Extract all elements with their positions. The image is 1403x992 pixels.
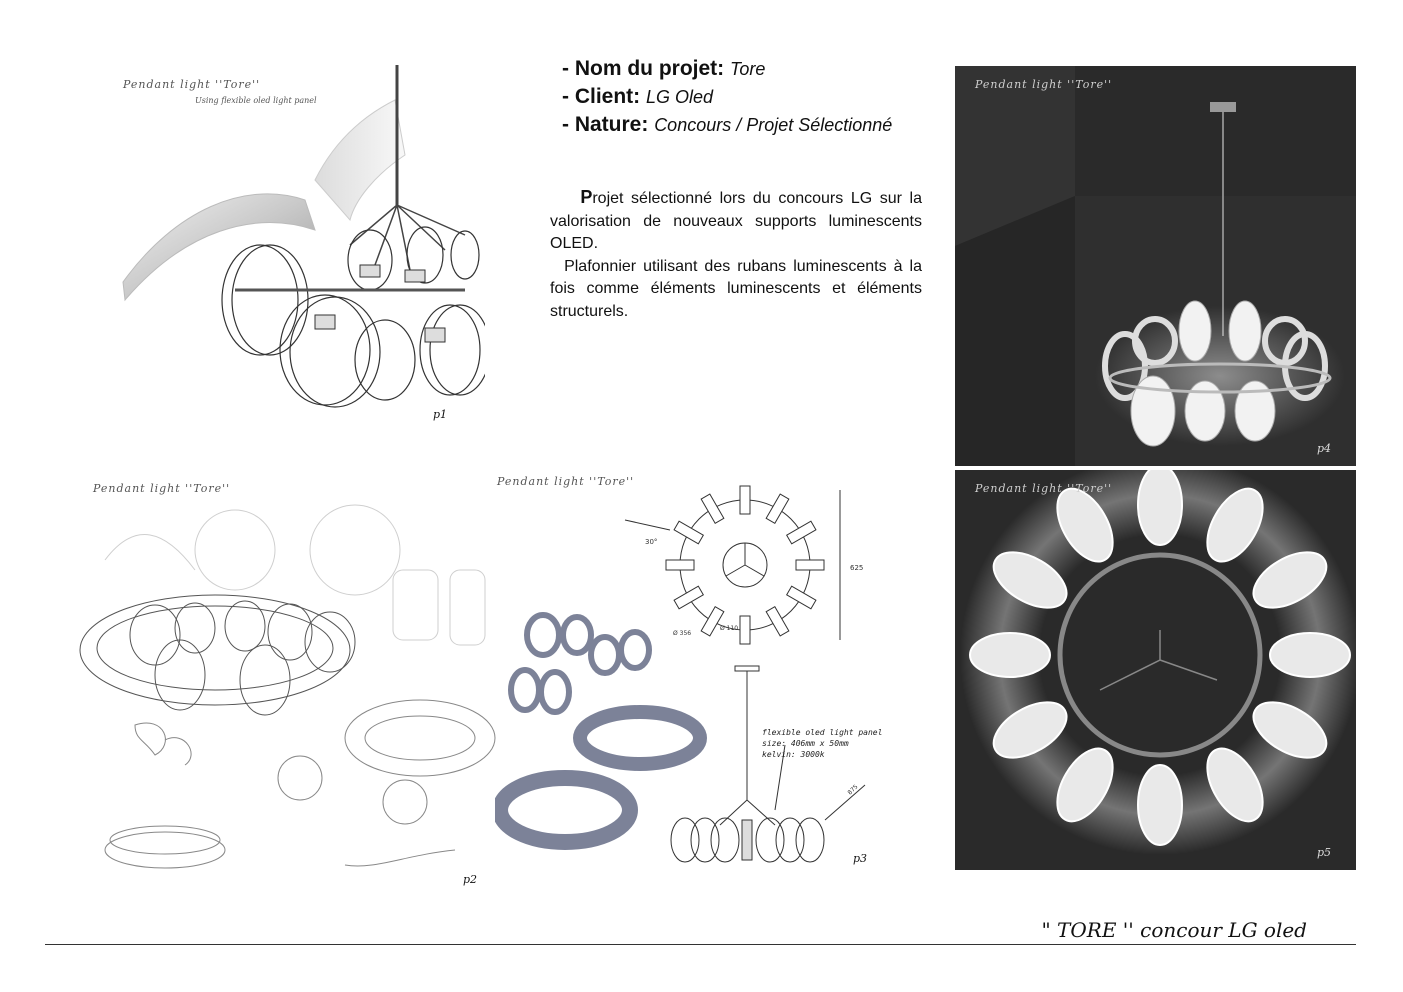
p1-page-number: p1 (433, 408, 448, 421)
p5-illustration (955, 470, 1356, 870)
p3-dim-height: 625 (850, 564, 864, 572)
description-text-2: Plafonnier utilisant des rubans luminescents à la fois comme éléments luminescents et éléments structurels. (550, 257, 922, 320)
nature-line (562, 111, 942, 139)
project-description (550, 186, 922, 323)
p3-page-number: p3 (853, 852, 868, 865)
project-name-label: - Nom du projet: (562, 57, 725, 80)
p3-sketch (495, 470, 885, 890)
p5-render-photo (955, 470, 1356, 870)
footer-rule (45, 944, 1356, 945)
nature-value: Concours / Projet Sélectionné (654, 115, 893, 135)
p3-dim-drop: 875 (846, 783, 860, 797)
p2-sketch (75, 470, 500, 900)
ribbon-plan-rib (740, 486, 750, 514)
p4-title: Pendant light ''Tore'' (975, 78, 1113, 91)
client-line (562, 83, 942, 111)
project-info (562, 55, 942, 139)
ribbon-plan-rib (766, 607, 789, 636)
ribbon-plan-rib (796, 560, 824, 570)
ribbon-plan-rib (674, 586, 703, 609)
ribbon-plan-rib (666, 560, 694, 570)
p3-spec-line-1: flexible oled light panel (762, 728, 883, 737)
p3-spec-line-2: size: 406mm x 50mm (762, 739, 849, 748)
oled-ribbon (1138, 470, 1182, 545)
p1-illustration (105, 60, 485, 430)
p4-page-number: p4 (1317, 442, 1332, 455)
p3-dim-r2: Ø 110 (720, 625, 739, 632)
ribbon-plan-rib (766, 494, 789, 523)
p2-illustration (75, 470, 500, 900)
p4-render-photo (955, 66, 1356, 466)
p3-spec-block (762, 727, 882, 760)
project-name-value: Tore (730, 59, 766, 79)
ribbon-plan-rib (674, 521, 703, 544)
project-name-line (562, 55, 942, 83)
oled-ribbon (970, 633, 1050, 677)
p4-illustration (955, 66, 1356, 466)
oled-ribbon (1138, 765, 1182, 845)
p5-title: Pendant light ''Tore'' (975, 482, 1113, 495)
drop-initial: P (580, 187, 593, 207)
p2-title: Pendant light ''Tore'' (93, 482, 231, 495)
p3-spec-line-3: kelvin: 3000k (762, 750, 825, 759)
p5-page-number: p5 (1317, 846, 1332, 859)
p2-page-number: p2 (463, 873, 478, 886)
p1-title: Pendant light ''Tore'' (123, 78, 261, 91)
ribbon-plan-rib (701, 494, 724, 523)
ribbon-plan-rib (787, 521, 816, 544)
p3-dim-r1: Ø 356 (673, 630, 692, 637)
p3-illustration (495, 470, 885, 890)
description-text-1: rojet sélectionné lors du concours LG sur la valorisation de nouveaux supports luminescents OLED. (550, 190, 922, 252)
ribbon-plan-rib (787, 586, 816, 609)
oled-ribbon (1270, 633, 1350, 677)
ribbon-plan-rib (740, 616, 750, 644)
client-value: LG Oled (646, 87, 714, 107)
p3-dim-angle: 30° (645, 538, 658, 546)
p1-sketch (105, 60, 485, 430)
description-paragraph-2 (550, 256, 922, 324)
nature-label: - Nature: (562, 113, 649, 136)
footer-caption: " TORE '' concour LG oled (1041, 918, 1307, 942)
p3-title: Pendant light ''Tore'' (497, 475, 635, 488)
p1-subtitle: Using flexible oled light panel (195, 96, 317, 105)
client-label: - Client: (562, 85, 641, 108)
description-paragraph-1 (550, 186, 922, 256)
